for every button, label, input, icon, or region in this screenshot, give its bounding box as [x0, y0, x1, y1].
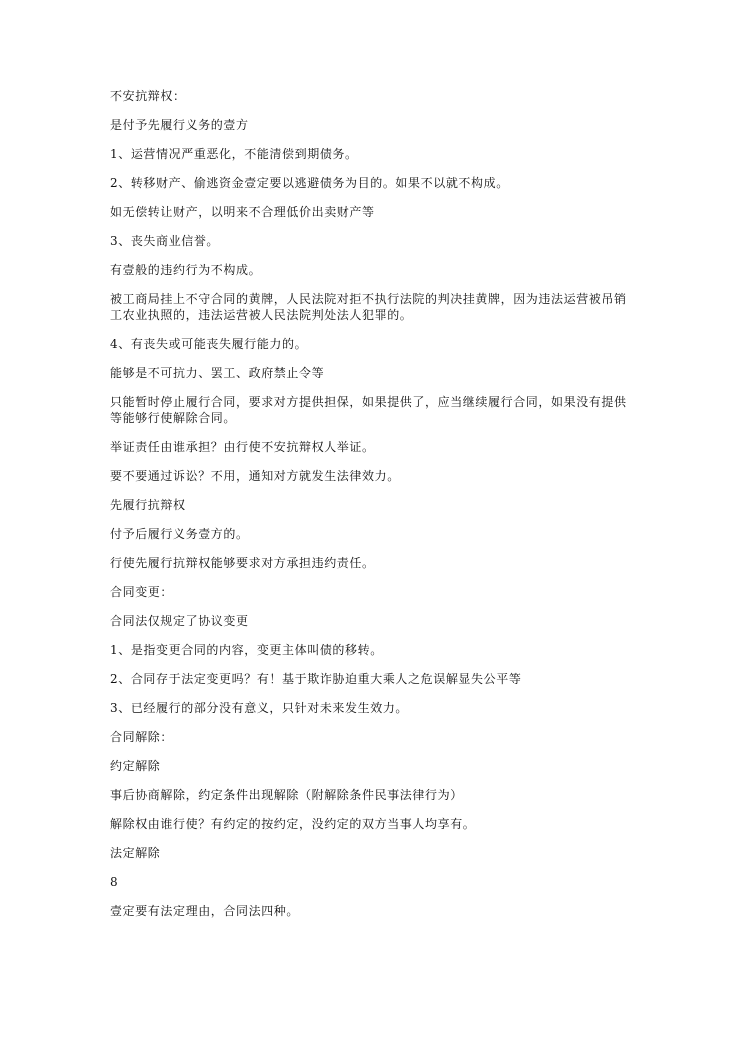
list-item: 3、已经履行的部分没有意义，只针对未来发生效力。 [110, 701, 409, 715]
paragraph-heading-unsafe-defense: 不安抗辩权： [110, 89, 186, 103]
paragraph: 付予后履行义务壹方的。 [110, 527, 249, 541]
list-item: 3、丧失商业信誉。 [110, 234, 220, 248]
list-item: 2、合同存于法定变更吗？有！基于欺诈胁迫重大乘人之危误解显失公平等 [110, 672, 522, 686]
list-item: 4、有丧失或可能丧失履行能力的。 [110, 337, 308, 351]
list-item: 1、是指变更合同的内容，变更主体叫债的移转。 [110, 643, 383, 657]
paragraph: 被工商局挂上不守合同的黄牌，人民法院对拒不执行法院的判决挂黄牌，因为违法运营被吊销工农业执照的，违法运营被人民法院判处法人犯罪的。 [110, 292, 627, 322]
paragraph: 行使先履行抗辩权能够要求对方承担违约责任。 [110, 556, 375, 570]
paragraph: 如无偿转让财产，以明来不合理低价出卖财产等 [110, 205, 375, 219]
document-body [110, 88, 630, 932]
list-item: 1、运营情况严重恶化，不能清偿到期债务。 [110, 147, 358, 161]
paragraph-heading-agreed-termination: 约定解除 [110, 759, 161, 773]
paragraph: 能够是不可抗力、罢工、政府禁止令等 [110, 366, 325, 380]
paragraph-heading-statutory-termination: 法定解除 [110, 846, 161, 860]
paragraph-heading-first-performance-defense: 先履行抗辩权 [110, 498, 186, 512]
page-number: 8 [110, 875, 119, 889]
paragraph: 只能暂时停止履行合同，要求对方提供担保，如果提供了，应当继续履行合同，如果没有提供等能够行使解除合同。 [110, 395, 627, 425]
paragraph: 合同法仅规定了协议变更 [110, 614, 249, 628]
paragraph: 事后协商解除，约定条件出现解除（附解除条件民事法律行为） [110, 788, 463, 802]
list-item: 2、转移财产、偷逃资金壹定要以逃避债务为目的。如果不以就不构成。 [110, 176, 509, 190]
paragraph: 解除权由谁行使？有约定的按约定，没约定的双方当事人均享有。 [110, 817, 476, 831]
paragraph: 要不要通过诉讼？不用，通知对方就发生法律效力。 [110, 469, 400, 483]
paragraph: 壹定要有法定理由，合同法四种。 [110, 904, 300, 918]
paragraph: 是付予先履行义务的壹方 [110, 118, 249, 132]
paragraph: 举证责任由谁承担？由行使不安抗辩权人举证。 [110, 440, 375, 454]
paragraph-heading-contract-modification: 合同变更： [110, 585, 174, 599]
paragraph-heading-contract-termination: 合同解除： [110, 730, 174, 744]
paragraph: 有壹般的违约行为不构成。 [110, 263, 262, 277]
